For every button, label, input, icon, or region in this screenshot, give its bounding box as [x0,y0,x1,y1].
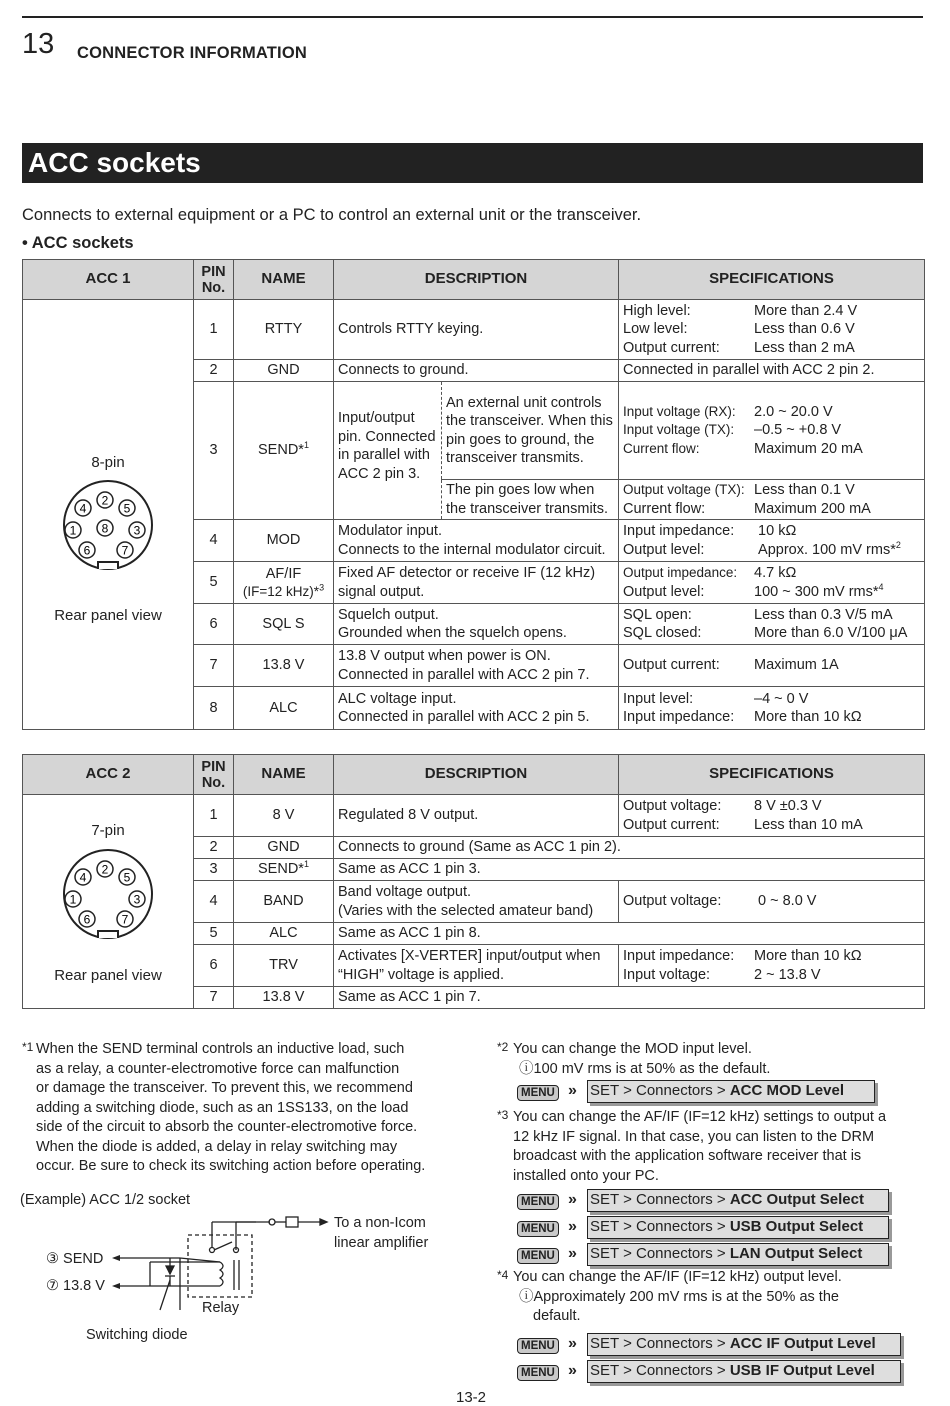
pin-name: GND [234,837,334,859]
menu-separator: » [568,1191,577,1208]
header-rule [22,16,923,18]
connector-pin-label: 6 [83,912,91,926]
pin-description [334,881,619,923]
pin-specs [619,881,925,923]
spec-value: Maximum 20 mA [754,440,863,457]
footnote-2 [497,1040,927,1079]
pin-name: GND [234,360,334,382]
pin-name: 13.8 V [234,645,334,687]
spec-label: SQL closed: [623,625,702,641]
pin-specs [619,687,925,730]
pin-description-input: An external unit controls the transceiver. When this pin goes to ground, the transceiver transmits. [442,382,619,480]
footnote-3 [497,1108,927,1186]
desc-line: Grounded when the squelch opens. [338,625,567,641]
pin-specs: Connected in parallel with ACC 2 pin 2. [619,360,925,382]
spec-value: Maximum 200 mA [754,500,871,517]
acc1-header-name: NAME [234,260,334,300]
diagram-diode-label: Switching diode [86,1327,188,1343]
pin-name: BAND [234,881,334,923]
diagram-send-label: ③ SEND [46,1251,104,1267]
footnote-4 [497,1268,927,1327]
footnote-line: installed onto your PC. [513,1167,659,1184]
pin-description [334,645,619,687]
spec-value: –4 ~ 0 V [754,690,809,707]
spec-label: Input impedance: [623,523,735,539]
pin-name [234,562,334,604]
path-prefix: SET > Connectors > [590,1335,730,1352]
pin-name: MOD [234,520,334,562]
path-prefix: SET > Connectors > [590,1218,730,1235]
menu-path-acc-mod-level [587,1080,875,1103]
din-7pin-connector-icon [53,847,163,942]
spec-value: More than 10 kΩ [754,709,862,725]
chapter-number: 13 [22,28,55,60]
pin-number: 7 [194,987,234,1009]
pin-number: 3 [194,859,234,881]
menu-button[interactable]: MENU [517,1194,559,1210]
desc-line: Squelch output. [338,606,439,623]
spec-label: High level: [623,302,691,319]
diagram-amp-label-2: linear amplifier [334,1235,429,1251]
pin-specs [619,945,925,987]
spec-label: Low level: [623,321,688,338]
pin-name [234,859,334,881]
footnote-line: side of the circuit to absorb the counter-electromotive force. [36,1119,418,1135]
pin-name: TRV [234,945,334,987]
connector-pin-label: 7 [121,912,129,926]
connector-pin-label: 5 [123,501,131,516]
pin-description: Connects to ground (Same as ACC 1 pin 2). [334,837,925,859]
spec-value: More than 2.4 V [754,302,858,319]
footnote-ref: 3 [319,582,325,592]
spec-value: Less than 10 mA [754,816,863,833]
acc1-pin-type: 8-pin [91,453,125,471]
path-prefix: SET > Connectors > [590,1191,730,1208]
pin-name: RTTY [234,300,334,360]
table-row [23,300,925,360]
pin-number: 2 [194,360,234,382]
footnote-line: You can change the AF/IF (IF=12 kHz) output level. [513,1269,842,1285]
connector-pin-label: 2 [101,862,109,876]
acc1-header-connector: ACC 1 [23,260,194,300]
pin-specs [619,382,925,480]
menu-button[interactable]: MENU [517,1221,559,1237]
info-icon: ⓘ [519,1288,534,1305]
connector-pin-label: 7 [121,543,129,558]
spec-label: Input voltage (RX): [623,403,736,419]
diagram-138v-label: ⑦ 13.8 V [46,1278,105,1294]
pin-description [334,604,619,645]
acc2-header-row [23,755,925,795]
acc2-header-connector: ACC 2 [23,755,194,795]
spec-label: Input voltage (TX): [623,422,735,438]
desc-line: Band voltage output. [338,884,472,900]
menu-button[interactable]: MENU [517,1365,559,1381]
spec-label: Current flow: [623,500,706,517]
info-icon: ⓘ [519,1060,534,1077]
desc-line: Connects to the internal modulator circuit. [338,541,606,558]
spec-label: Output voltage: [623,893,722,910]
footnote-mark: *1 [22,1040,34,1054]
din-8pin-connector-icon [53,478,163,573]
footnote-ref: 1 [303,440,309,451]
footnote-mark: *4 [497,1268,509,1282]
pin-name: ALC [234,687,334,730]
acc2-header-specifications: SPECIFICATIONS [619,755,925,795]
spec-value: 0 ~ 8.0 V [758,893,817,910]
acc2-connector-cell [23,795,194,1009]
menu-path-lan-output-select [587,1243,889,1266]
pin-number: 8 [194,687,234,730]
spec-value: Less than 0.6 V [754,321,855,338]
spec-label: Input impedance: [623,948,735,964]
footnote-line: occur. Be sure to check its switching action before operating. [36,1158,426,1174]
connector-pin-label: 2 [101,493,109,508]
pin-number: 4 [194,520,234,562]
desc-line: Fixed AF detector or receive IF (12 kHz) [338,565,596,581]
connector-pin-label: 4 [79,501,87,516]
spec-value: 100 ~ 300 mV rms* [754,583,879,600]
footnote-ref: 2 [895,539,901,550]
menu-path-usb-if-output-level [587,1360,901,1383]
pin-description-output: The pin goes low when the transceiver transmits. [442,480,619,520]
chapter-title: CONNECTOR INFORMATION [77,44,307,62]
menu-path-acc-if-output-level [587,1333,901,1356]
pin-specs [619,520,925,562]
path-prefix: SET > Connectors > [590,1245,730,1262]
acc2-header-pin: PIN No. [194,755,234,795]
connector-pin-label: 8 [101,521,109,536]
pin-number: 5 [194,562,234,604]
desc-line: Modulator input. [338,523,442,539]
path-target: ACC IF Output Level [729,1335,876,1352]
pin-number: 1 [194,795,234,837]
pin-name-text: SEND* [258,442,304,459]
path-target: LAN Output Select [729,1245,863,1262]
spec-value: 10 kΩ [758,523,797,539]
pin-number: 6 [194,604,234,645]
menu-separator: » [568,1082,577,1099]
spec-value: More than 10 kΩ [754,948,862,964]
spec-value: Approx. 100 mV rms* [758,541,896,558]
acc1-table [22,259,925,730]
spec-label: Input voltage: [623,966,711,983]
acc1-header-pin: PIN No. [194,260,234,300]
menu-separator: » [568,1245,577,1262]
pin-description [334,520,619,562]
connector-pin-label: 3 [133,523,141,538]
pin-name-detail: (IF=12 kHz)* [242,583,320,599]
pin-specs [619,795,925,837]
footnote-1 [22,1040,462,1177]
table-row [23,795,925,837]
pin-description-general: Input/output pin. Connected in parallel with ACC 2 pin 3. [334,382,442,520]
desc-line: ALC voltage input. [338,690,457,707]
footnote-mark: *3 [497,1108,509,1122]
connector-pin-label: 3 [133,892,141,906]
footnote-info: Approximately 200 mV rms is at the 50% as the [533,1288,839,1305]
pin-number: 5 [194,923,234,945]
desc-line: Connected in parallel with ACC 2 pin 5. [338,709,590,725]
menu-path-acc-output-select [587,1189,889,1212]
desc-line: (Varies with the selected amateur band) [338,902,594,919]
pin-number: 4 [194,881,234,923]
pin-description: Controls RTTY keying. [334,300,619,360]
spec-label: Output current: [623,339,720,356]
menu-separator: » [568,1218,577,1235]
intro-text: Connects to external equipment or a PC to control an external unit or the transceiver. [22,206,642,224]
pin-name: 13.8 V [234,987,334,1009]
pin-name-text: SEND* [258,861,304,878]
menu-separator: » [568,1335,577,1352]
pin-description [334,687,619,730]
spec-value: Less than 2 mA [754,339,855,356]
footnote-ref: 1 [303,859,309,870]
spec-value: Maximum 1A [754,657,839,674]
footnote-ref: 4 [878,581,884,592]
spec-label: Output current: [623,816,720,833]
path-target: USB IF Output Level [729,1362,875,1379]
spec-value: Less than 0.1 V [754,482,855,498]
footnote-info: 100 mV rms is at 50% as the default. [533,1060,771,1077]
spec-value: 2.0 ~ 20.0 V [754,403,833,420]
footnote-mark: *2 [497,1040,509,1054]
path-prefix: SET > Connectors > [590,1362,730,1379]
spec-value: More than 6.0 V/100 μA [754,625,908,641]
footnote-line: or damage the transceiver. To prevent this, we recommend [36,1080,413,1096]
pin-name-text: AF/IF [265,565,302,582]
menu-separator: » [568,1362,577,1379]
pin-name [234,382,334,520]
pin-name: ALC [234,923,334,945]
connector-pin-label: 1 [69,523,77,538]
spec-value: 8 V ±0.3 V [754,798,822,814]
footnote-line: adding a switching diode, such as an 1SS133, on the load [36,1099,409,1116]
pin-description: Regulated 8 V output. [334,795,619,837]
desc-line: 13.8 V output when power is ON. [338,648,551,664]
pin-description [334,562,619,604]
spec-label: Output current: [623,657,720,674]
spec-label: Output impedance: [623,565,738,580]
footnote-line: When the SEND terminal controls an inductive load, such [36,1041,405,1057]
subheading: • ACC sockets [22,234,134,252]
desc-line: Connected in parallel with ACC 2 pin 7. [338,666,590,683]
acc1-view-label: Rear panel view [54,606,162,624]
pin-specs [619,480,925,520]
path-target: USB Output Select [729,1218,864,1235]
connector-pin-label: 1 [69,892,77,906]
pin-specs [619,300,925,360]
diagram-relay-label: Relay [202,1300,240,1316]
path-target: ACC MOD Level [729,1082,844,1099]
diagram-amp-label: To a non-Icom [334,1215,426,1231]
pin-number: 1 [194,300,234,360]
section-title: ACC sockets [22,143,923,183]
pin-specs [619,645,925,687]
spec-value: 4.7 kΩ [754,565,797,581]
acc2-pin-type: 7-pin [91,822,125,839]
pin-description: Same as ACC 1 pin 7. [334,987,925,1009]
spec-label: Output voltage (TX): [623,482,745,497]
acc1-connector-cell [23,300,194,730]
acc2-table [22,754,925,1009]
pin-number: 7 [194,645,234,687]
connector-pin-label: 4 [79,870,87,884]
menu-button[interactable]: MENU [517,1338,559,1354]
pin-number: 2 [194,837,234,859]
acc1-header-specifications: SPECIFICATIONS [619,260,925,300]
menu-path-usb-output-select [587,1216,889,1239]
spec-label: Current flow: [623,440,700,456]
footnote-line: 12 kHz IF signal. In that case, you can listen to the DRM [513,1128,875,1145]
spec-value: 2 ~ 13.8 V [754,966,821,983]
spec-label: Input level: [623,690,694,707]
spec-label: Input impedance: [623,709,735,725]
menu-button[interactable]: MENU [517,1248,559,1264]
footnote-line: When the diode is added, a delay in relay switching may [36,1138,398,1155]
acc1-header-row [23,260,925,300]
pin-number: 3 [194,382,234,520]
pin-description: Same as ACC 1 pin 8. [334,923,925,945]
path-prefix: SET > Connectors > [590,1082,730,1099]
desc-line: Activates [X-VERTER] input/output when [338,948,601,964]
spec-label: Output voltage: [623,798,722,814]
acc2-view-label: Rear panel view [54,967,162,984]
footnote-line: as a relay, a counter-electromotive force can malfunction [36,1060,400,1077]
example-label: (Example) ACC 1/2 socket [20,1192,191,1208]
acc2-header-name: NAME [234,755,334,795]
connector-pin-label: 6 [83,543,91,558]
spec-value: –0.5 ~ +0.8 V [754,422,842,439]
footnote-line: You can change the AF/IF (IF=12 kHz) settings to output a [513,1109,887,1125]
spec-label: Output level: [623,541,705,558]
pin-name: SQL S [234,604,334,645]
acc2-header-description: DESCRIPTION [334,755,619,795]
footnote-line: broadcast with the application software receiver that is [513,1148,862,1164]
pin-description: Same as ACC 1 pin 3. [334,859,925,881]
pin-description [334,945,619,987]
pin-number: 6 [194,945,234,987]
footnote-info-cont: default. [533,1308,581,1324]
spec-label: SQL open: [623,606,692,623]
acc1-header-description: DESCRIPTION [334,260,619,300]
page-number: 13-2 [456,1389,487,1406]
path-target: ACC Output Select [729,1191,864,1208]
pin-description: Connects to ground. [334,360,619,382]
desc-line: signal output. [338,583,425,600]
menu-button[interactable]: MENU [517,1085,559,1101]
footnote-line: You can change the MOD input level. [513,1041,752,1057]
pin-specs [619,562,925,604]
spec-label: Output level: [623,583,705,600]
pin-specs [619,604,925,645]
desc-line: “HIGH” voltage is applied. [338,966,505,983]
connector-pin-label: 5 [123,870,131,884]
spec-value: Less than 0.3 V/5 mA [754,606,893,623]
pin-name: 8 V [234,795,334,837]
